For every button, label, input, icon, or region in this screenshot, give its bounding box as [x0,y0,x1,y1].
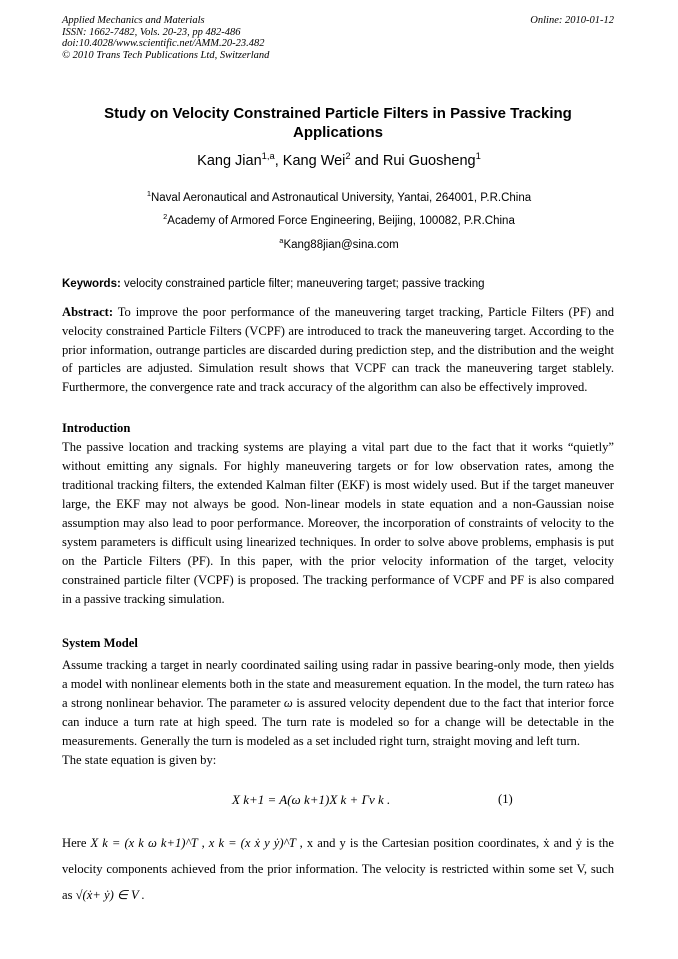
system-model-text-b: has a strong nonlinear behavior. The parameter [62,677,615,710]
author-2-affiliation: 2 [345,150,351,162]
system-model-heading: System Model [62,636,138,650]
abstract [62,303,614,397]
introduction-heading: Introduction [62,421,131,435]
affiliation-2 [0,212,678,227]
affiliation-2-text: Academy of Armored Force Engineering, Beijing, 100082, P.R.China [167,215,515,227]
author-1-affiliation: 1,a [261,150,275,162]
email-address: Kang88jian@sina.com [283,239,399,251]
author-3-affiliation: 1 [475,150,481,162]
author-list [0,150,678,169]
system-model-paragraph [62,656,614,751]
abstract-label: Abstract: [62,305,114,319]
equation-number: (1) [498,792,513,806]
here-paragraph [62,830,614,908]
affiliation-1-marker: 1 [146,189,151,199]
velocity-constraint-formula: √(ẋ+ ẏ) ∈ V . [75,888,145,902]
keywords-text: velocity constrained particle filter; maneuvering target; passive tracking [120,278,485,290]
journal-name: Applied Mechanics and Materials [62,15,205,26]
keywords-label: Keywords: [62,278,121,290]
state-equation-intro: The state equation is given by: [62,753,217,767]
email-marker: a [279,236,284,246]
affiliation-2-marker: 2 [163,212,168,222]
introduction-text: The passive location and tracking systems are playing a vital part due to the fact that it works “quietly” without emitting any signals. For highly maneuvering targets or for low observation rates, among the traditional tracking filters, the extended Kalman filter (EKF) is most widely used. But if the target maneuver large, the EKF may not always be good. Non-linear models in state equation and a non-Gaussian noise assumption may also lead to poor performance. Moreover, the incorporation of constraints of velocity to the system parameters is difficult using linearized techniques. In order to solve above problems, emphasis is put on the Particle Filters (PF). In this paper, with the prior velocity information of the target, velocity constrained particle filter (VCPF) is proposed. The tracking performance of VCPF and PF is also compared in a passive tracking simulation. [62,440,614,606]
system-model-text-c: is assured velocity dependent due to the fact that interior force can induce a turn rate at high speed. The turn rate is modeled so for a change will be detectable in the measurements. Generally the turn is modeled as a set included right turn, straight moving and left turn. [62,696,614,748]
abstract-text: To improve the poor performance of the maneuvering target tracking, Particle Filters (PF) and velocity constrained Particle Filters (VCPF) are introduced to track the maneuvering target. According to the prior information, outrange particles are discarded during prediction step, and the distribution and the weight of particles are adjusted. Simulation result shows that VCPF can track the maneuvering target stablely. Furthermore, the convergence rate and track accuracy of the algorithm can also be effectively improved. [62,305,614,395]
author-1: Kang Jian [197,153,262,169]
issn-line: ISSN: 1662-7482, Vols. 20-23, pp 482-486 [62,26,241,38]
state-equation: X k+1 = A(ω k+1)X k + Γv k . [232,792,391,807]
system-model-section [62,634,614,770]
author-2: Kang Wei [282,153,346,169]
system-model-text-a: Assume tracking a target in nearly coordinated sailing using radar in passive bearing-only mode, then yields a model with nonlinear elements both in the state and measurement equation. In the model, the turn rate [62,658,614,691]
omega-symbol: ω [585,677,595,691]
omega-symbol: ω [283,696,293,710]
here-text-a: Here [62,836,91,850]
online-date: Online: 2010-01-12 [530,15,614,26]
author-separator: , [274,153,283,169]
affiliation-1-text: Naval Aeronautical and Astronautical University, Yantai, 264001, P.R.China [150,192,532,204]
affiliation-1 [0,189,678,204]
introduction-section [62,419,614,609]
page-header [62,15,614,61]
author-3: Rui Guosheng [382,153,476,169]
copyright-line: © 2010 Trans Tech Publications Ltd, Switzerland [62,49,270,61]
title-line-2: Applications [292,124,383,141]
title-line-1: Study on Velocity Constrained Particle Filters in Passive Tracking [104,105,572,122]
state-vector-formula: X k = (x k ω k+1)^T , x k = (x ẋ y ẏ)^T , [90,836,303,850]
author-separator: and [350,153,383,169]
email-line [0,236,678,251]
doi-line: doi:10.4028/www.scientific.net/AMM.20-23.482 [62,38,265,49]
here-text-b: x and y is the Cartesian position coordinates, ẋ and ẏ is the velocity components achieved from the prior information. The velocity is restricted within some set V, such as [62,836,614,902]
paper-title [62,104,614,142]
keywords [62,278,614,290]
